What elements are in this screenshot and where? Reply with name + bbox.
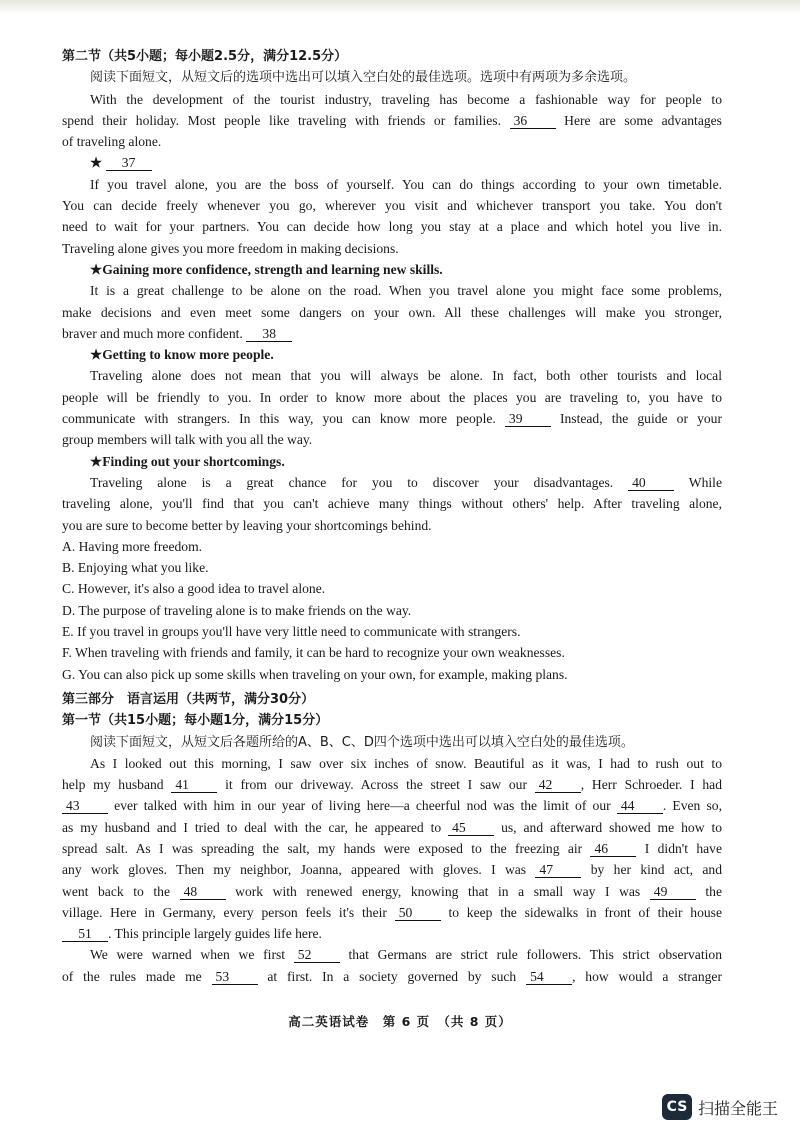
intro-line-3: of traveling alone. [62, 134, 162, 150]
star-icon: ★ [90, 261, 103, 277]
section2-instruction: 阅读下面短文，从短文后的选项中选出可以填入空白处的最佳选项。选项中有两项为多余选项。 [90, 70, 637, 86]
blank-50[interactable]: 50 [395, 906, 441, 921]
exam-page [62, 46, 722, 987]
blank-43[interactable]: 43 [62, 799, 108, 814]
blank-44[interactable]: 44 [617, 799, 663, 814]
blank-38[interactable]: 38 [246, 327, 292, 342]
intro-line-1: With the development of the tourist industry, traveling has become a fashionable way for people to [90, 91, 722, 107]
cloze-line-9: 51 . This principle largely guides life here. [62, 923, 722, 944]
heading-people: ★Getting to know more people. [90, 347, 274, 363]
option-d: D. The purpose of traveling alone is to make friends on the way. [62, 602, 412, 618]
star-icon: ★ [90, 155, 103, 171]
p1-line-4: Traveling alone gives you more freedom in making decisions. [62, 240, 399, 256]
p3-line-3: communicate with strangers. In this way, you can know more people. 39 Instead, the guide or your [62, 411, 722, 427]
blank-53[interactable]: 53 [212, 970, 258, 985]
blank-40[interactable]: 40 [628, 476, 674, 491]
blank-49[interactable]: 49 [650, 885, 696, 900]
scan-top-edge [0, 0, 800, 14]
intro-line-2: spend their holiday. Most people like traveling with friends or families. 36 Here are some advantages [62, 112, 722, 128]
blank-54[interactable]: 54 [526, 970, 572, 985]
p3-line-1: Traveling alone does not mean that you will always be alone. In fact, both other tourists and local [90, 368, 722, 384]
p1-line-2: You can decide freely whenever you go, wherever you visit and whichever transport you take. You don't [62, 198, 722, 214]
heading-confidence: ★Gaining more confidence, strength and learning new skills. [90, 261, 443, 277]
option-g: G. You can also pick up some skills when traveling on your own, for example, making plans. [62, 666, 568, 682]
star-icon: ★ [90, 347, 103, 363]
cloze-line-3: 43 ever talked with him in our year of living here—a cheerful nod was the limit of our 44 . Even so, [62, 795, 722, 816]
camscanner-logo-icon: CS [662, 1094, 692, 1120]
cloze-line-5: spread salt. As I was spreading the salt, my hands were exposed to the freezing air 46 I didn't have [62, 840, 722, 856]
cloze-line-4: as my husband and I tried to deal with the car, he appeared to 45 us, and afterward showed me how to [62, 819, 723, 835]
blank-45[interactable]: 45 [448, 821, 494, 836]
part3-sub-heading: 第一节（共15小题；每小题1分，满分15分） [62, 713, 329, 729]
watermark-text: 扫描全能王 [697, 1098, 778, 1118]
star-icon: ★ [90, 453, 103, 469]
section2-heading: 第二节（共5小题；每小题2.5分，满分12.5分） [62, 49, 348, 64]
p2-line-3: braver and much more confident. 38 [62, 323, 722, 344]
option-c: C. However, it's also a good idea to travel alone. [62, 581, 326, 597]
cloze-line-7: went back to the 48 work with renewed energy, knowing that in a small way I was 49 the [62, 883, 722, 899]
cloze-line-8: village. Here in Germany, every person feels it's their 50 to keep the sidewalks in front of their house [62, 904, 723, 920]
blank-52[interactable]: 52 [294, 948, 340, 963]
part3-instruction: 阅读下面短文，从短文后各题所给的A、B、C、D四个选项中选出可以填入空白处的最佳选项。 [90, 734, 634, 750]
blank-41[interactable]: 41 [171, 778, 217, 793]
p4-line-1: Traveling alone is a great chance for you to discover your disadvantages. 40 While [90, 474, 722, 490]
p4-line-3: you are sure to become better by leaving your shortcomings behind. [62, 517, 432, 533]
option-a: A. Having more freedom. [62, 538, 203, 554]
cloze-line-1: As I looked out this morning, I saw over six inches of snow. Beautiful as it was, I had to rush out to [90, 755, 722, 771]
p2-line-2: make decisions and even meet some dangers on your own. All these challenges will make you stronger, [62, 304, 722, 320]
blank-51[interactable]: 51 [62, 927, 108, 942]
p1-line-3: need to wait for your partners. You can decide how long you stay at a place and which hotel you live in. [62, 219, 722, 235]
page-footer: 高二英语试卷 第 6 页 （共 8 页） [288, 1014, 512, 1029]
cloze-line-6: any work gloves. Then my neighbor, Joanna, appeared with gloves. I was 47 by her kind act, and [62, 862, 723, 878]
cloze-line-2: help my husband 41 it from our driveway. Across the street I saw our 42 , Herr Schroeder. I had [62, 777, 722, 793]
option-f: F. When traveling with friends and family, it can be hard to recognize your own weaknesses. [62, 645, 565, 661]
p3-line-4: group members will talk with you all the way. [62, 432, 313, 448]
blank-37[interactable]: 37 [106, 156, 152, 171]
heading-shortcomings: ★Finding out your shortcomings. [90, 453, 285, 469]
p3-line-2: people will be friendly to you. In order to know more about the places you are traveling to, you have to [62, 389, 722, 405]
p1-line-1: If you travel alone, you are the boss of yourself. You can do things according to your own timetable. [90, 176, 722, 192]
cloze-line-10: We were warned when we first 52 that Germans are strict rule followers. This strict observation [90, 947, 722, 963]
option-e: E. If you travel in groups you'll have very little need to communicate with strangers. [62, 624, 521, 640]
blank-48[interactable]: 48 [180, 885, 226, 900]
option-b: B. Enjoying what you like. [62, 560, 209, 576]
blank-46[interactable]: 46 [590, 842, 636, 857]
part3-heading: 第三部分 语言运用（共两节，满分30分） [62, 691, 315, 707]
blank-42[interactable]: 42 [535, 778, 581, 793]
p2-line-1: It is a great challenge to be alone on the road. When you travel alone you might face some problems, [90, 283, 722, 299]
scanner-watermark [662, 1094, 778, 1120]
heading-37 [62, 152, 722, 173]
blank-47[interactable]: 47 [535, 863, 581, 878]
cloze-line-11: of the rules made me 53 at first. In a society governed by such 54 , how would a stranger [62, 968, 722, 984]
blank-39[interactable]: 39 [505, 412, 551, 427]
blank-36[interactable]: 36 [510, 114, 556, 129]
p4-line-2: traveling alone, you'll find that you can't achieve many things without others' help. After traveling alone, [62, 496, 722, 512]
